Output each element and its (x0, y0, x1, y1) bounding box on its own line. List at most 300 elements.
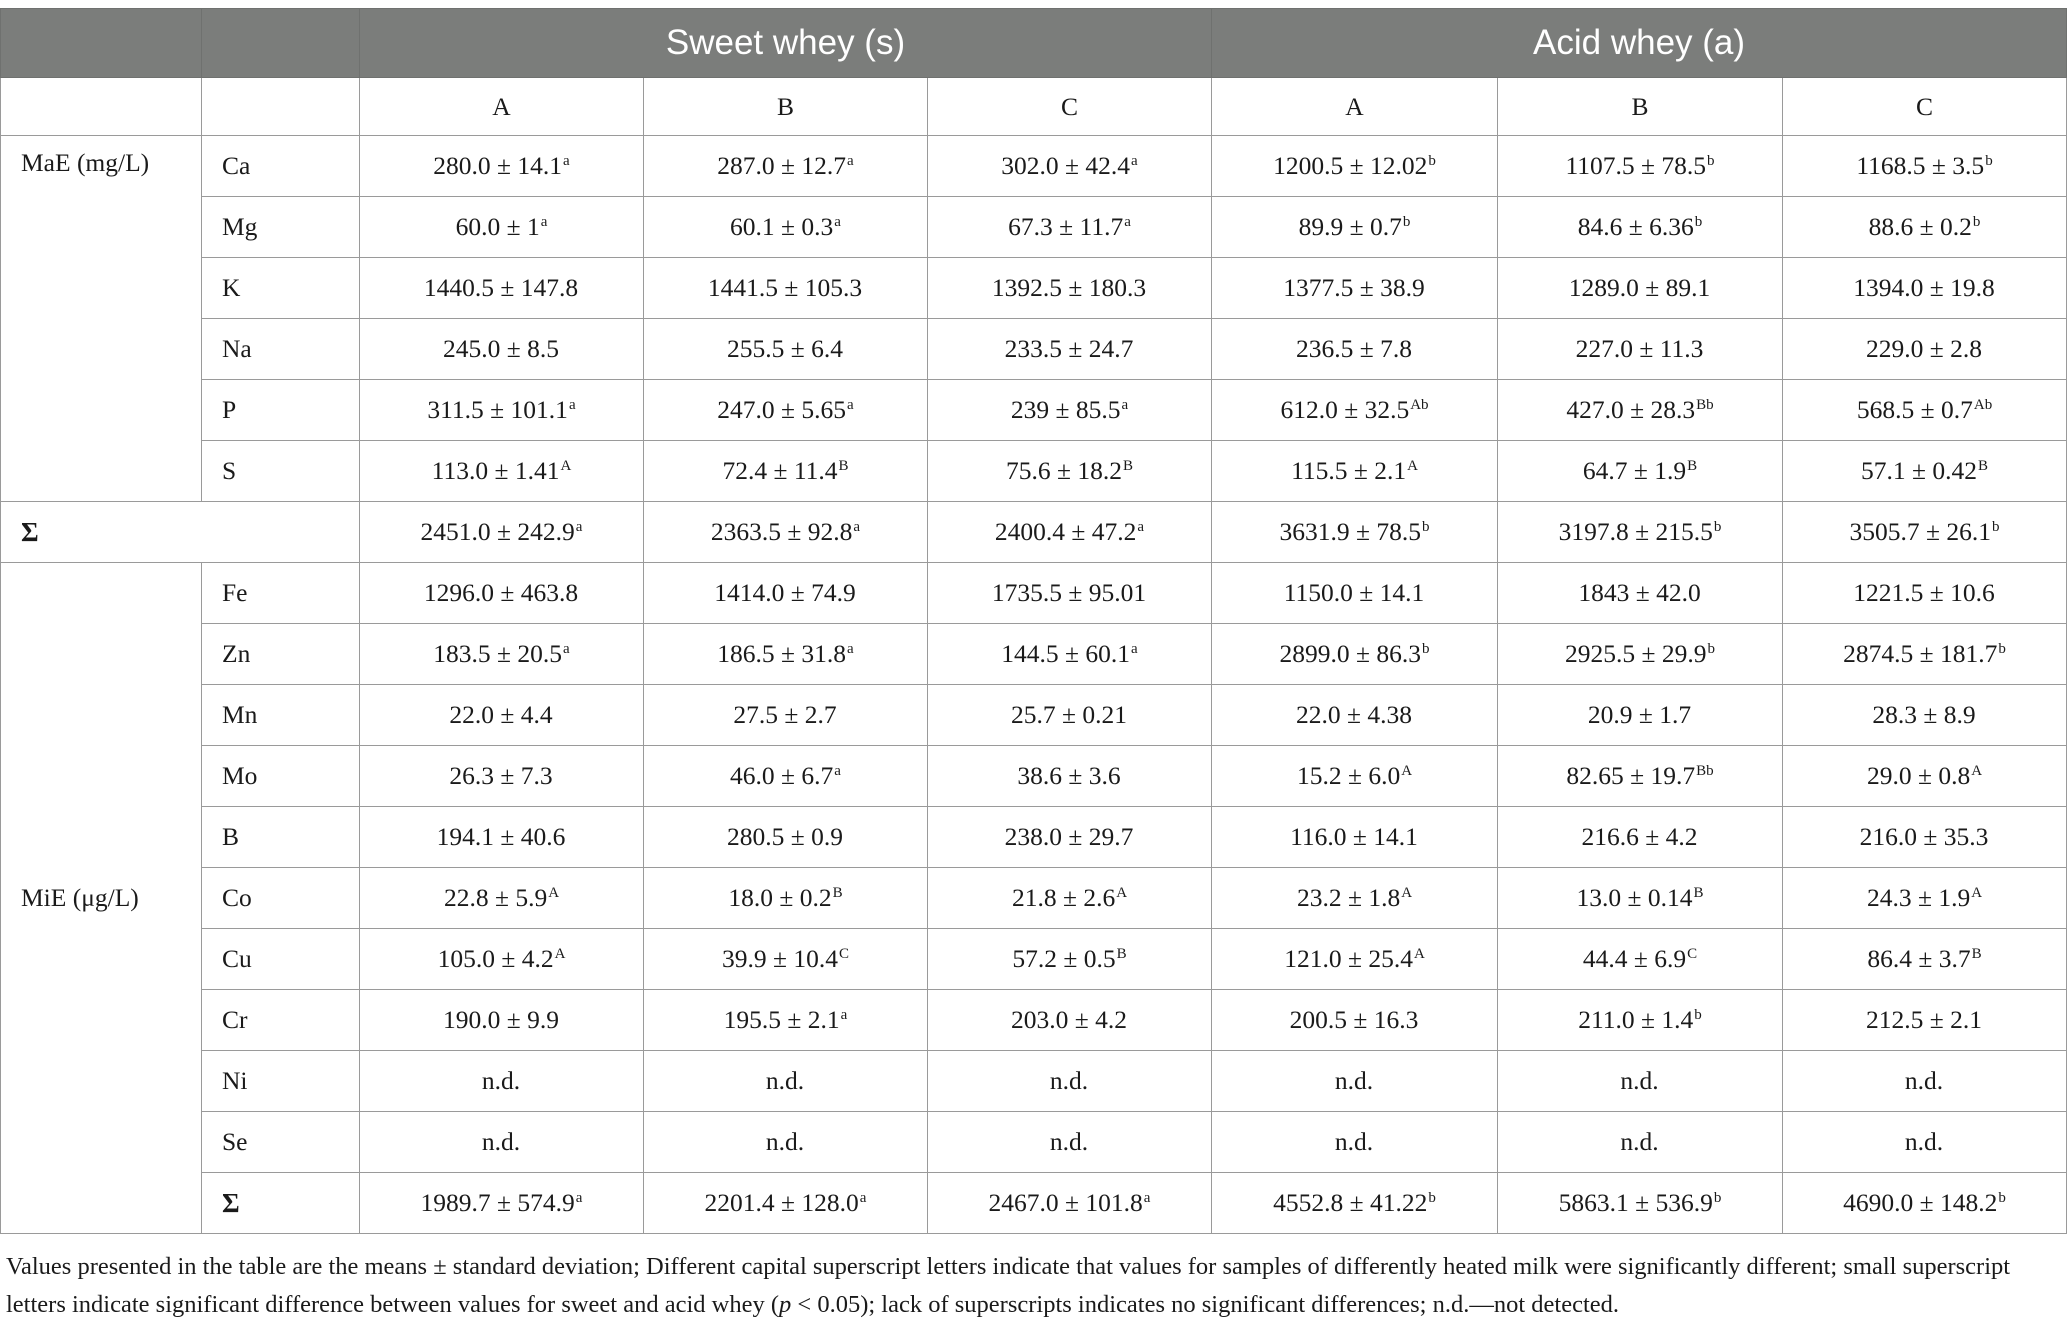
value-cell (1212, 563, 1498, 624)
value-text: 60.1 ± 0.3 (730, 212, 834, 241)
value-text: 105.0 ± 4.2 (437, 944, 554, 973)
table-row (1, 136, 2067, 197)
value-cell (1783, 1112, 2067, 1173)
significance-superscript: b (1428, 153, 1436, 169)
significance-superscript: a (575, 1190, 583, 1206)
footnote-text-end: < 0.05); lack of superscripts indicates no significant differences; n.d.—not detected. (791, 1291, 1620, 1318)
value-cell (1212, 990, 1498, 1051)
value-text: 39.9 ± 10.4 (721, 944, 838, 973)
value-cell (1212, 197, 1498, 258)
value-cell (1498, 563, 1783, 624)
value-cell (1498, 197, 1783, 258)
table-row (1, 929, 2067, 990)
value-cell (360, 441, 644, 502)
value-text: 2467.0 ± 101.8 (988, 1188, 1143, 1217)
value-text: 233.5 ± 24.7 (1004, 334, 1134, 363)
value-cell (1783, 685, 2067, 746)
value-cell (1498, 380, 1783, 441)
value-text: 236.5 ± 7.8 (1296, 334, 1413, 363)
significance-superscript: b (1998, 1190, 2006, 1206)
value-cell (1783, 868, 2067, 929)
value-cell (644, 1173, 928, 1234)
significance-superscript: a (1131, 641, 1138, 657)
value-text: 190.0 ± 9.9 (443, 1005, 559, 1034)
element-label: Σ (202, 1173, 360, 1234)
value-text: 20.9 ± 1.7 (1587, 700, 1692, 729)
value-text: 238.0 ± 29.7 (1004, 822, 1134, 851)
element-label: Mn (202, 685, 360, 746)
value-cell (1498, 1112, 1783, 1173)
value-cell (928, 563, 1212, 624)
value-text: 227.0 ± 11.3 (1575, 334, 1704, 363)
value-cell (1498, 441, 1783, 502)
value-cell (360, 1112, 644, 1173)
value-text: 64.7 ± 1.9 (1582, 456, 1687, 485)
value-cell (1212, 319, 1498, 380)
value-cell (1212, 1051, 1498, 1112)
value-text: 216.6 ± 4.2 (1581, 822, 1698, 851)
value-cell (1783, 136, 2067, 197)
value-cell (1212, 441, 1498, 502)
table-row (1, 624, 2067, 685)
table-row (1, 868, 2067, 929)
footnote-p-symbol: p (779, 1291, 792, 1318)
value-text: 255.5 ± 6.4 (727, 334, 843, 363)
significance-superscript: b (1713, 1190, 1722, 1206)
value-cell (360, 685, 644, 746)
value-text: 116.0 ± 14.1 (1290, 822, 1418, 851)
value-text: 1843 ± 42.0 (1578, 578, 1701, 607)
value-cell (360, 1173, 644, 1234)
value-text: n.d. (481, 1066, 521, 1095)
value-text: 247.0 ± 5.65 (717, 395, 847, 424)
value-cell (1498, 685, 1783, 746)
value-cell (1212, 868, 1498, 929)
value-cell (928, 1173, 1212, 1234)
table-row (1, 563, 2067, 624)
value-text: 113.0 ± 1.41 (431, 456, 560, 485)
value-text: 311.5 ± 101.1 (427, 395, 568, 424)
significance-superscript: B (1687, 458, 1698, 474)
value-cell (928, 258, 1212, 319)
value-cell (928, 380, 1212, 441)
element-label: S (202, 441, 360, 502)
value-cell (1783, 929, 2067, 990)
value-text: 186.5 ± 31.8 (717, 639, 847, 668)
value-cell (644, 502, 928, 563)
value-text: 568.5 ± 0.7 (1856, 395, 1973, 424)
group-header-row (1, 9, 2067, 78)
value-text: 1440.5 ± 147.8 (423, 273, 579, 302)
subcolumn-header: C (1783, 78, 2067, 136)
value-cell (1783, 380, 2067, 441)
value-cell (644, 990, 928, 1051)
value-text: n.d. (1620, 1066, 1659, 1095)
value-cell (1212, 136, 1498, 197)
significance-superscript: A (1401, 763, 1413, 779)
value-cell (1498, 929, 1783, 990)
value-cell (644, 624, 928, 685)
value-cell (1783, 990, 2067, 1051)
value-cell (1212, 502, 1498, 563)
value-text: n.d. (1334, 1066, 1374, 1095)
value-cell (1498, 807, 1783, 868)
significance-superscript: Bb (1696, 397, 1714, 413)
value-text: 86.4 ± 3.7 (1867, 944, 1971, 973)
value-text: 115.5 ± 2.1 (1291, 456, 1407, 485)
value-cell (644, 868, 928, 929)
value-text: 1441.5 ± 105.3 (707, 273, 863, 302)
element-label: Fe (202, 563, 360, 624)
significance-superscript: b (1707, 641, 1716, 657)
value-text: 212.5 ± 2.1 (1866, 1005, 1983, 1034)
value-text: 44.4 ± 6.9 (1582, 944, 1687, 973)
value-text: 302.0 ± 42.4 (1001, 151, 1131, 180)
value-text: 194.1 ± 40.6 (436, 822, 566, 851)
value-text: 82.65 ± 19.7 (1566, 761, 1696, 790)
element-label: Mg (202, 197, 360, 258)
value-cell (928, 502, 1212, 563)
value-cell (928, 807, 1212, 868)
table-row (1, 380, 2067, 441)
significance-superscript: a (853, 519, 861, 535)
sum-row-micro (1, 1173, 2067, 1234)
value-cell (644, 685, 928, 746)
significance-superscript: a (1137, 519, 1145, 535)
value-cell (360, 868, 644, 929)
value-text: n.d. (765, 1066, 805, 1095)
subcolumn-header: B (644, 78, 928, 136)
table-row (1, 258, 2067, 319)
value-text: 1168.5 ± 3.5 (1856, 151, 1985, 180)
header-empty-cell (1, 9, 202, 78)
value-text: 75.6 ± 18.2 (1006, 456, 1122, 485)
value-cell (1783, 563, 2067, 624)
value-text: 1107.5 ± 78.5 (1565, 151, 1707, 180)
significance-superscript: A (548, 885, 560, 901)
significance-superscript: B (838, 458, 849, 474)
significance-superscript: A (1401, 885, 1413, 901)
value-text: 23.2 ± 1.8 (1296, 883, 1401, 912)
value-cell (1212, 929, 1498, 990)
table-row (1, 807, 2067, 868)
value-text: 84.6 ± 6.36 (1577, 212, 1694, 241)
value-cell (928, 136, 1212, 197)
value-text: 1414.0 ± 74.9 (714, 578, 856, 607)
value-text: 2400.4 ± 47.2 (994, 517, 1137, 546)
value-text: 216.0 ± 35.3 (1859, 822, 1989, 851)
value-cell (360, 624, 644, 685)
significance-superscript: B (832, 885, 843, 901)
value-cell (1783, 258, 2067, 319)
value-cell (1783, 441, 2067, 502)
significance-superscript: Ab (1410, 397, 1429, 413)
value-text: n.d. (481, 1127, 521, 1156)
value-cell (644, 258, 928, 319)
significance-superscript: b (1707, 153, 1715, 169)
value-cell (928, 441, 1212, 502)
element-label: Zn (202, 624, 360, 685)
value-cell (644, 1112, 928, 1173)
value-text: 211.0 ± 1.4 (1578, 1005, 1694, 1034)
significance-superscript: Bb (1696, 763, 1714, 779)
significance-superscript: b (1985, 153, 1993, 169)
value-text: 18.0 ± 0.2 (728, 883, 832, 912)
value-text: 57.2 ± 0.5 (1012, 944, 1116, 973)
value-cell (360, 319, 644, 380)
table-footnote (6, 1248, 2056, 1324)
significance-superscript: B (1978, 458, 1989, 474)
value-cell (928, 197, 1212, 258)
value-cell (644, 807, 928, 868)
subcolumn-header-row (1, 78, 2067, 136)
value-cell (360, 929, 644, 990)
value-cell (360, 807, 644, 868)
value-text: 88.6 ± 0.2 (1868, 212, 1972, 241)
value-cell (644, 197, 928, 258)
significance-superscript: Ab (1973, 397, 1993, 413)
value-cell (360, 563, 644, 624)
value-text: 22.0 ± 4.4 (449, 700, 553, 729)
significance-superscript: B (1971, 946, 1982, 962)
element-label: Cr (202, 990, 360, 1051)
value-cell (360, 1051, 644, 1112)
significance-superscript: a (847, 641, 854, 657)
value-text: 195.5 ± 2.1 (723, 1005, 840, 1034)
value-text: 183.5 ± 20.5 (433, 639, 563, 668)
value-cell (360, 136, 644, 197)
value-cell (1783, 502, 2067, 563)
significance-superscript: a (1131, 153, 1138, 169)
whey-elements-table (0, 8, 2067, 1234)
value-text: n.d. (1620, 1127, 1659, 1156)
value-text: 22.8 ± 5.9 (443, 883, 548, 912)
value-text: 2201.4 ± 128.0 (704, 1188, 859, 1217)
value-text: 1200.5 ± 12.02 (1273, 151, 1428, 180)
significance-superscript: C (838, 946, 849, 962)
table-row (1, 1112, 2067, 1173)
table-body (1, 136, 2067, 1234)
value-text: 15.2 ± 6.0 (1296, 761, 1401, 790)
value-cell (1212, 258, 1498, 319)
value-cell (1212, 685, 1498, 746)
significance-superscript: A (560, 458, 572, 474)
value-cell (928, 990, 1212, 1051)
section-label-mie: MiE (μg/L) (1, 563, 202, 1234)
value-text: 38.6 ± 3.6 (1017, 761, 1121, 790)
value-text: 2451.0 ± 242.9 (420, 517, 575, 546)
element-label: Cu (202, 929, 360, 990)
value-text: n.d. (1334, 1127, 1374, 1156)
significance-superscript: A (1971, 885, 1983, 901)
value-cell (1498, 258, 1783, 319)
element-label: Mo (202, 746, 360, 807)
value-cell (1212, 1112, 1498, 1173)
value-text: 3505.7 ± 26.1 (1849, 517, 1992, 546)
value-cell (1498, 868, 1783, 929)
value-text: 1989.7 ± 574.9 (420, 1188, 575, 1217)
table-row (1, 319, 2067, 380)
subcolumn-header: A (1212, 78, 1498, 136)
value-cell (644, 929, 928, 990)
value-text: n.d. (1904, 1127, 1944, 1156)
significance-superscript: b (1713, 519, 1722, 535)
value-cell (1498, 1173, 1783, 1234)
value-text: 67.3 ± 11.7 (1008, 212, 1124, 241)
value-text: 13.0 ± 0.14 (1576, 883, 1693, 912)
value-text: n.d. (765, 1127, 805, 1156)
element-label: P (202, 380, 360, 441)
value-text: 1735.5 ± 95.01 (991, 578, 1147, 607)
footnote-text: Values presented in the table are the means ± standard deviation; Different capital superscript letters indicate that values for samples of differently heated milk were significantly different; small superscript letters indicate significant difference between values for sweet and acid whey ( (6, 1253, 2011, 1318)
value-text: 46.0 ± 6.7 (730, 761, 834, 790)
value-text: 1150.0 ± 14.1 (1283, 578, 1425, 607)
value-text: 239 ± 85.5 (1010, 395, 1121, 424)
element-label: Se (202, 1112, 360, 1173)
value-cell (1783, 624, 2067, 685)
value-text: 1296.0 ± 463.8 (423, 578, 579, 607)
subheader-empty-cell (202, 78, 360, 136)
significance-superscript: b (1694, 214, 1703, 230)
subcolumn-header: B (1498, 78, 1783, 136)
significance-superscript: a (847, 397, 854, 413)
value-text: 427.0 ± 28.3 (1566, 395, 1696, 424)
value-cell (928, 929, 1212, 990)
significance-superscript: b (1402, 214, 1411, 230)
value-text: 25.7 ± 0.21 (1011, 700, 1127, 729)
subcolumn-header: A (360, 78, 644, 136)
value-cell (360, 502, 644, 563)
value-text: 57.1 ± 0.42 (1861, 456, 1978, 485)
value-text: n.d. (1904, 1066, 1944, 1095)
element-label: Co (202, 868, 360, 929)
element-label: K (202, 258, 360, 319)
value-text: 22.0 ± 4.38 (1296, 700, 1413, 729)
value-text: 28.3 ± 8.9 (1872, 700, 1976, 729)
significance-superscript: B (1693, 885, 1704, 901)
significance-superscript: a (1143, 1190, 1151, 1206)
significance-superscript: C (1687, 946, 1698, 962)
value-cell (1212, 624, 1498, 685)
value-cell (360, 197, 644, 258)
value-text: 21.8 ± 2.6 (1011, 883, 1116, 912)
header-empty-cell (202, 9, 360, 78)
value-text: 2899.0 ± 86.3 (1279, 639, 1422, 668)
value-text: 26.3 ± 7.3 (449, 761, 553, 790)
value-cell (1783, 197, 2067, 258)
table-row (1, 441, 2067, 502)
table-row (1, 1051, 2067, 1112)
significance-superscript: A (1407, 458, 1418, 474)
significance-superscript: a (1124, 214, 1131, 230)
value-text: 89.9 ± 0.7 (1298, 212, 1402, 241)
value-cell (1212, 380, 1498, 441)
value-text: 60.0 ± 1 (455, 212, 540, 241)
value-cell (1212, 746, 1498, 807)
value-text: 2874.5 ± 181.7 (1843, 639, 1998, 668)
element-label: Ca (202, 136, 360, 197)
value-cell (1498, 746, 1783, 807)
significance-superscript: a (834, 214, 841, 230)
value-cell (928, 1051, 1212, 1112)
value-text: 3197.8 ± 215.5 (1558, 517, 1713, 546)
value-text: 3631.9 ± 78.5 (1279, 517, 1422, 546)
value-text: 245.0 ± 8.5 (443, 334, 559, 363)
significance-superscript: a (575, 519, 583, 535)
value-text: n.d. (1049, 1066, 1089, 1095)
significance-superscript: a (563, 153, 570, 169)
significance-superscript: B (1116, 946, 1127, 962)
value-cell (644, 136, 928, 197)
element-label: Na (202, 319, 360, 380)
table-row (1, 990, 2067, 1051)
value-cell (1498, 624, 1783, 685)
value-cell (644, 380, 928, 441)
value-cell (1212, 807, 1498, 868)
significance-superscript: b (1998, 641, 2006, 657)
value-cell (928, 746, 1212, 807)
significance-superscript: b (1972, 214, 1981, 230)
value-cell (1783, 319, 2067, 380)
group-header-acid-whey: Acid whey (a) (1212, 9, 2067, 78)
significance-superscript: A (1116, 885, 1128, 901)
significance-superscript: b (1422, 519, 1430, 535)
significance-superscript: B (1123, 458, 1134, 474)
value-text: 229.0 ± 2.8 (1866, 334, 1983, 363)
significance-superscript: a (1121, 397, 1129, 413)
group-header-sweet-whey: Sweet whey (s) (360, 9, 1212, 78)
significance-superscript: a (859, 1190, 867, 1206)
value-text: 24.3 ± 1.9 (1866, 883, 1971, 912)
section-label-mae: MaE (mg/L) (1, 136, 202, 502)
subheader-empty-cell (1, 78, 202, 136)
value-cell (928, 319, 1212, 380)
value-text: 144.5 ± 60.1 (1001, 639, 1131, 668)
value-cell (1783, 807, 2067, 868)
value-text: 1394.0 ± 19.8 (1853, 273, 1995, 302)
value-text: 1289.0 ± 89.1 (1568, 273, 1711, 302)
value-cell (644, 746, 928, 807)
value-text: 27.5 ± 2.7 (733, 700, 837, 729)
value-cell (1498, 136, 1783, 197)
value-cell (360, 380, 644, 441)
significance-superscript: A (1413, 946, 1425, 962)
value-cell (360, 746, 644, 807)
subcolumn-header: C (928, 78, 1212, 136)
value-cell (1498, 319, 1783, 380)
value-text: n.d. (1049, 1127, 1089, 1156)
value-text: 612.0 ± 32.5 (1280, 395, 1410, 424)
table-row (1, 197, 2067, 258)
value-cell (360, 990, 644, 1051)
value-cell (1498, 502, 1783, 563)
significance-superscript: a (834, 763, 841, 779)
value-cell (928, 1112, 1212, 1173)
value-text: 200.5 ± 16.3 (1289, 1005, 1419, 1034)
significance-superscript: b (1422, 641, 1430, 657)
value-cell (1498, 990, 1783, 1051)
value-cell (1783, 1173, 2067, 1234)
significance-superscript: b (1992, 519, 2000, 535)
value-cell (644, 563, 928, 624)
value-text: 29.0 ± 0.8 (1866, 761, 1971, 790)
value-cell (644, 441, 928, 502)
value-cell (1783, 746, 2067, 807)
sum-symbol: Σ (1, 502, 360, 563)
value-text: 203.0 ± 4.2 (1011, 1005, 1127, 1034)
table-row (1, 746, 2067, 807)
significance-superscript: a (840, 1007, 848, 1023)
